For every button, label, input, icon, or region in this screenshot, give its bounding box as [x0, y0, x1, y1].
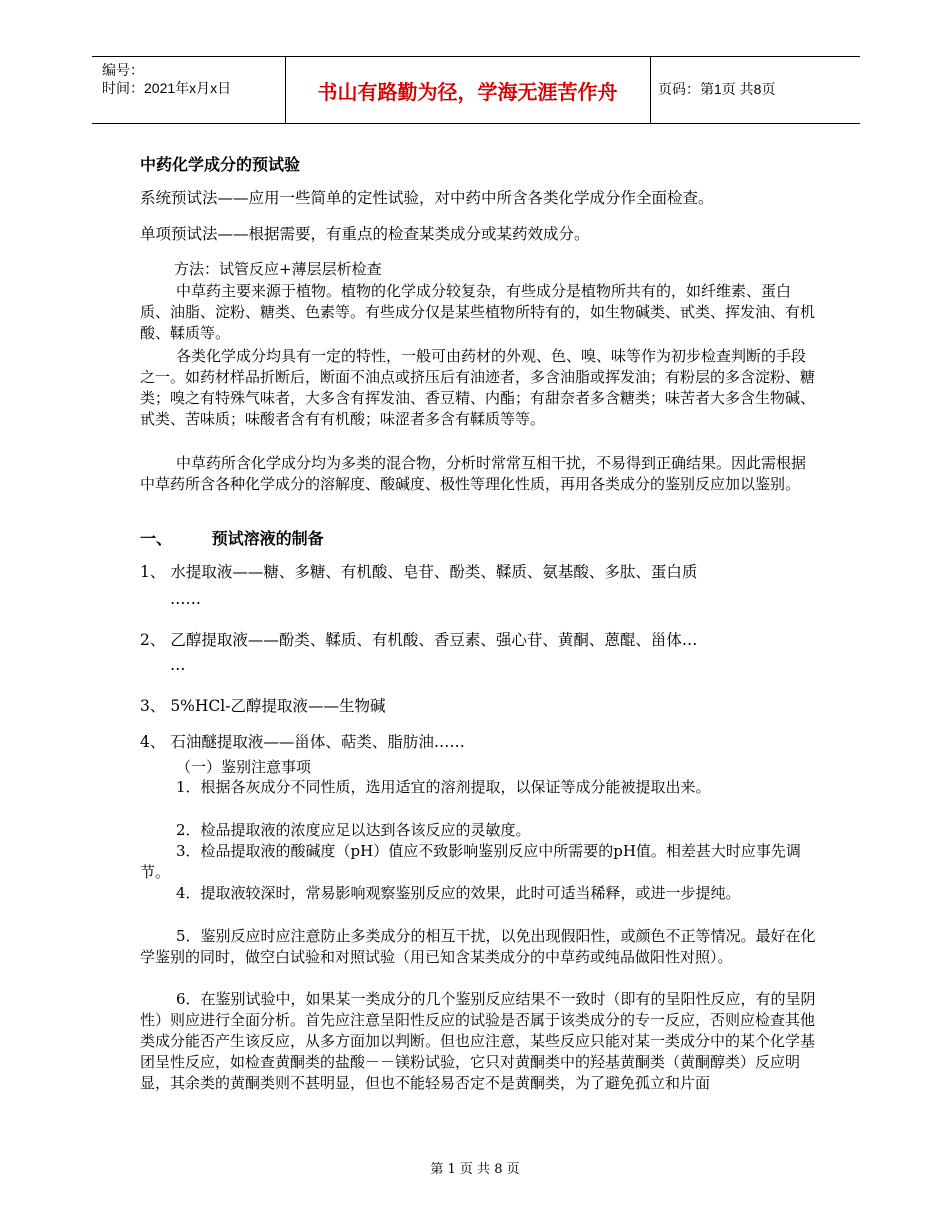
single-method-text: 单项预试法——根据需要，有重点的检查某类成分或某药效成分。 [140, 225, 590, 243]
list-item [140, 730, 465, 752]
note-item: 1．根据各灰成分不同性质，选用适宜的溶剂提取，以保证等成分能被提取出来。 [176, 778, 711, 796]
list-item [140, 628, 697, 650]
item-number: 1、 [140, 563, 166, 581]
item-number: 2、 [140, 631, 166, 649]
section-number: 一、 [140, 529, 173, 548]
note-item: 3．检品提取液的酸碱度（pH）值应不致影响鉴别反应中所需要的pH值。相差甚大时应事先调节。 [140, 842, 801, 881]
number-label: 编号： [102, 62, 144, 78]
item-text: 乙醇提取液——酚类、鞣质、有机酸、香豆素、强心苷、黄酮、蒽醌、甾体… [170, 631, 698, 649]
time-label: 时间：2021年x月x日 [102, 80, 232, 96]
paragraph-1: 中草药主要来源于植物。植物的化学成分较复杂，有些成分是植物所共有的，如纤维素、蛋白质、油脂、淀粉、糖类、色素等。有些成分仅是某些植物所特有的，如生物碱类、甙类、挥发油、有机酸、鞣质等。 [140, 282, 816, 342]
note-item: 4．提取液较深时，常易影响观察鉴别反应的效果，此时可适当稀释，或进一步提纯。 [176, 884, 741, 902]
header-motto: 书山有路勤为径，学海无涯苦作舟 [317, 79, 618, 104]
note-heading: （一）鉴别注意事项 [176, 758, 312, 776]
section-1-heading [140, 526, 324, 549]
item-continuation: …… [170, 590, 201, 608]
header-divider [285, 57, 286, 123]
item-text: 石油醚提取液——甾体、萜类、脂肪油…… [170, 733, 465, 751]
header-page-info: 页码：第1页 共8页 [658, 81, 776, 97]
header-divider [650, 57, 651, 123]
paragraph-3: 中草药所含化学成分均为多类的混合物，分析时常常互相干扰，不易得到正确结果。因此需根据中草药所含各种化学成分的溶解度、酸碱度、极性等理化性质，再用各类成分的鉴别反应加以鉴别。 [140, 454, 807, 493]
doc-title: 中药化学成分的预试验 [140, 155, 301, 174]
note-item: 2．检品提取液的浓度应足以达到各该反应的灵敏度。 [176, 821, 531, 839]
note-item: 6．在鉴别试验中，如果某一类成分的几个鉴别反应结果不一致时（即有的呈阳性反应，有的呈阴性）则应进行全面分析。首先应注意呈阳性反应的试验是否属于该类成分的专一反应，否则应检查其他类成分能否产生该反应，从多方面加以判断。但也应注意，某些反应只能对某一类成分中的某个化学基团呈性反应，如检查黄酮类的盐酸－－镁粉试验，它只对黄酮类中的羟基黄酮类（黄酮醇类）反应明显，其余类的黄酮类则不甚明显，但也不能轻易否定不是黄酮类，为了避免孤立和片面 [140, 990, 816, 1092]
system-method-text: 系统预试法——应用一些简单的定性试验，对中药中所含各类化学成分作全面检查。 [140, 189, 714, 207]
item-number: 4、 [140, 733, 166, 751]
page-header [92, 56, 860, 124]
paragraph-2: 各类化学成分均具有一定的特性，一般可由药材的外观、色、嗅、味等作为初步检查判断的手段之一。如药材样品折断后，断面不油点或挤压后有油迹者，多含油脂或挥发油；有粉层的多含淀粉、糖类；嗅之有特殊气味者，大多含有挥发油、香豆精、内酯；有甜奈者多含糖类；味苦者大多含生物碱、甙类、苦味质；味酸者含有有机酸；味涩者多含有鞣质等等。 [140, 347, 816, 428]
section-title: 预试溶液的制备 [211, 529, 324, 548]
item-text: 水提取液——糖、多糖、有机酸、皂苷、酚类、鞣质、氨基酸、多肽、蛋白质 [170, 563, 698, 581]
item-number: 3、 [140, 697, 166, 715]
list-item [140, 560, 697, 582]
item-text: 5%HCl-乙醇提取液——生物碱 [170, 697, 386, 715]
list-item [140, 694, 385, 716]
page-footer: 第 1 页 共 8 页 [430, 1162, 520, 1177]
item-continuation: … [170, 656, 186, 674]
header-meta [102, 61, 231, 97]
method-text: 方法：试管反应+薄层层析检查 [174, 260, 382, 278]
note-item: 5．鉴别反应时应注意防止多类成分的相互干扰，以免出现假阳性，或颜色不正等情况。最好在化学鉴别的同时，做空白试验和对照试验（用已知含某类成分的中草药或纯品做阳性对照）。 [140, 927, 816, 966]
